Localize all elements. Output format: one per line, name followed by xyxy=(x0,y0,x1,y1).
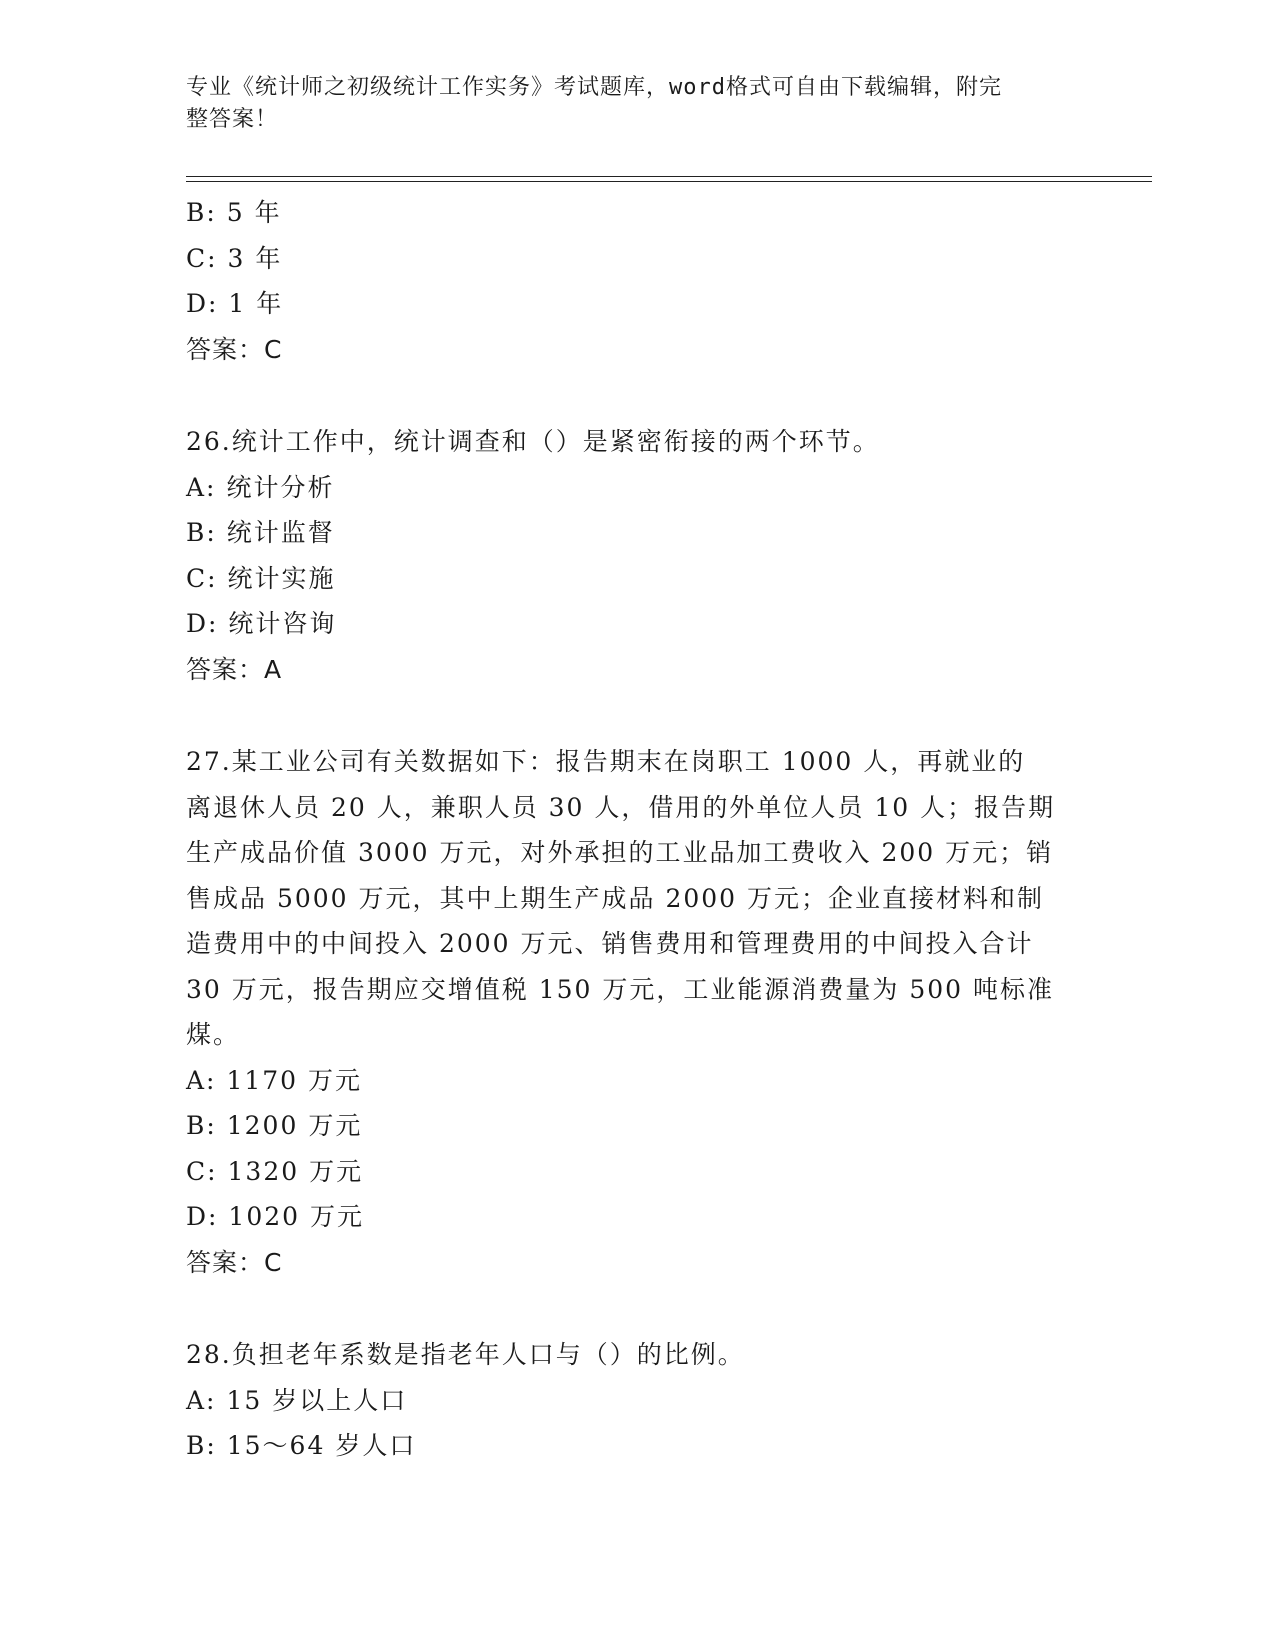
option-label: B: xyxy=(186,518,217,547)
option-c xyxy=(186,236,1086,282)
answer: 答案：C xyxy=(186,1247,283,1277)
header-line-1: 专业《统计师之初级统计工作实务》考试题库，word格式可自由下载编辑，附完 xyxy=(186,75,1002,100)
option-label: D: xyxy=(186,289,219,318)
question-stem: 26.统计工作中，统计调查和（）是紧密衔接的两个环节。 xyxy=(186,427,880,456)
option-text: 5 年 xyxy=(226,198,282,227)
option-label: C: xyxy=(186,1156,218,1186)
option-label: D: xyxy=(186,1202,219,1231)
option-a xyxy=(186,1378,1086,1424)
question-stem-line: 生产成品价值 3000 万元，对外承担的工业品加工费收入 200 万元；销 xyxy=(186,838,1054,867)
option-d xyxy=(186,281,1086,327)
option-d xyxy=(186,601,1086,647)
option-label: A: xyxy=(186,472,217,502)
option-label: A: xyxy=(186,1385,217,1415)
option-text: 1170 万元 xyxy=(226,1065,363,1095)
option-label: A: xyxy=(186,1065,217,1095)
option-text: 3 年 xyxy=(227,243,283,273)
option-text: 统计咨询 xyxy=(228,609,337,638)
question-gap xyxy=(186,1285,1086,1332)
option-text: 统计分析 xyxy=(226,472,335,502)
option-label: B: xyxy=(186,198,217,227)
option-text: 15～64 岁人口 xyxy=(226,1431,417,1460)
option-c xyxy=(186,1149,1086,1195)
option-label: C: xyxy=(186,563,218,593)
option-d xyxy=(186,1194,1086,1240)
option-text: 1 年 xyxy=(228,289,284,318)
question-27 xyxy=(186,739,1086,1285)
option-b xyxy=(186,1423,1086,1469)
question-25-tail xyxy=(186,190,1086,372)
header-divider-bottom xyxy=(186,181,1152,182)
answer: 答案：A xyxy=(186,654,283,684)
header-line-2: 整答案！ xyxy=(186,107,279,132)
option-label: B: xyxy=(186,1431,217,1460)
question-stem-line: 造费用中的中间投入 2000 万元、销售费用和管理费用的中间投入合计 xyxy=(186,929,1034,958)
option-label: B: xyxy=(186,1111,217,1140)
question-28 xyxy=(186,1332,1086,1469)
option-label: D: xyxy=(186,609,219,638)
option-text: 统计实施 xyxy=(227,563,336,593)
option-b xyxy=(186,190,1086,236)
question-list xyxy=(186,190,1086,1469)
option-text: 1320 万元 xyxy=(227,1156,364,1186)
question-26 xyxy=(186,419,1086,692)
header-divider-top xyxy=(186,176,1152,177)
question-gap xyxy=(186,372,1086,419)
option-text: 15 岁以上人口 xyxy=(226,1385,408,1415)
answer: 答案：C xyxy=(186,334,283,364)
option-b xyxy=(186,510,1086,556)
option-a xyxy=(186,1058,1086,1104)
option-label: C: xyxy=(186,243,218,273)
question-stem-line: 煤。 xyxy=(186,1020,241,1049)
question-stem-line: 售成品 5000 万元，其中上期生产成品 2000 万元；企业直接材料和制 xyxy=(186,883,1045,913)
option-b xyxy=(186,1103,1086,1149)
option-text: 统计监督 xyxy=(226,518,335,547)
option-a xyxy=(186,465,1086,511)
document-header xyxy=(186,72,1066,136)
option-text: 1020 万元 xyxy=(228,1202,364,1231)
question-stem-line: 30 万元，报告期应交增值税 150 万元，工业能源消费量为 500 吨标准 xyxy=(186,974,1054,1004)
question-gap xyxy=(186,692,1086,739)
question-stem: 28.负担老年系数是指老年人口与（）的比例。 xyxy=(186,1340,745,1369)
question-stem-line: 离退休人员 20 人，兼职人员 30 人，借用的外单位人员 10 人；报告期 xyxy=(186,792,1056,822)
question-stem-line: 27.某工业公司有关数据如下：报告期末在岗职工 1000 人，再就业的 xyxy=(186,747,1026,776)
option-text: 1200 万元 xyxy=(226,1111,363,1140)
option-c xyxy=(186,556,1086,602)
